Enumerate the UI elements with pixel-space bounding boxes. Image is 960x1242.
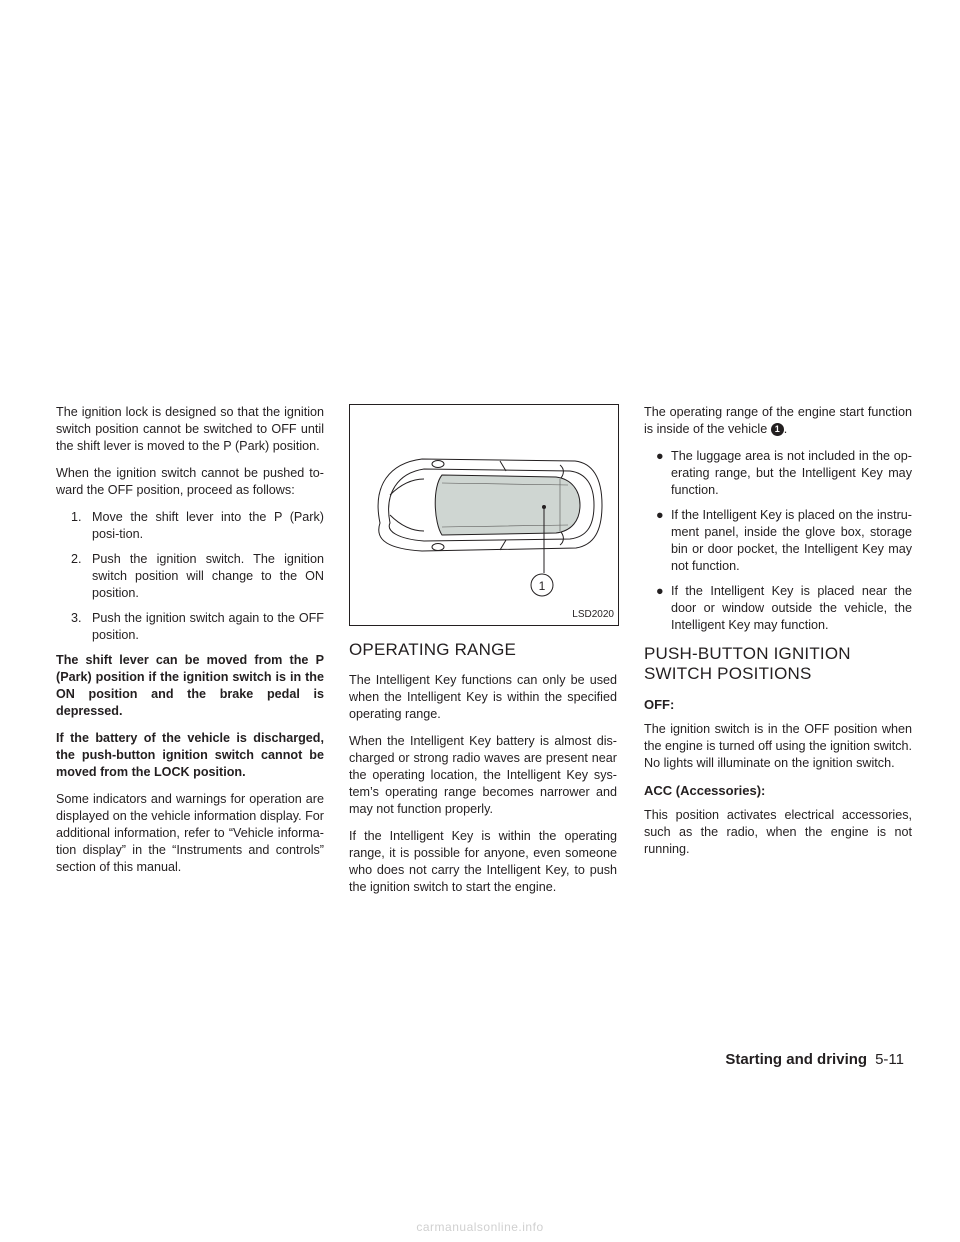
section-heading: PUSH-BUTTON IGNITION SWITCH POSITIONS — [644, 644, 851, 683]
paragraph: If the Intelligent Key is within the operating range, it is possible for anyone, even someone who does not carry the Intelligent Key, to push the ignition switch to start the engine. — [349, 829, 617, 894]
list-item — [56, 551, 324, 602]
sub-heading-off: OFF: — [644, 697, 675, 712]
section-heading: OPERATING RANGE — [349, 640, 517, 659]
step-number: 1. — [71, 510, 82, 524]
intro-text: The operating range of the engine start function is inside of the vehicle — [644, 405, 912, 436]
callout-ref: 1 — [771, 423, 784, 436]
step-text: Move the shift lever into the P (Park) posi-tion. — [92, 510, 324, 541]
intro-end: . — [783, 422, 788, 436]
right-column — [644, 404, 912, 868]
list-item — [56, 509, 324, 543]
paragraph: When the Intelligent Key battery is almost dis-charged or strong radio waves are present near the operating location, the Intelligent Key sys-tem’s operating range becomes narrower and may not function properly. — [349, 734, 617, 816]
step-text: Push the ignition switch again to the OFF position. — [92, 611, 324, 642]
list-item — [644, 448, 912, 499]
sub-heading-acc: ACC (Accessories): — [644, 783, 766, 798]
watermark: carmanualsonline.info — [416, 1220, 544, 1234]
figure-callout-number: 1 — [538, 579, 546, 593]
vehicle-topview-figure — [349, 404, 619, 626]
steps-list — [56, 509, 324, 644]
bullet-list — [644, 448, 912, 634]
car-topview-illustration — [350, 405, 618, 625]
step-number: 2. — [71, 552, 82, 566]
list-item — [644, 583, 912, 634]
paragraph: The ignition lock is designed so that the ignition switch position cannot be switched to OFF until the shift lever is moved to the P (Park) position. — [56, 405, 324, 453]
left-column — [56, 404, 324, 886]
bullet-text: If the Intelligent Key is placed near the door or window outside the vehicle, the Intelligent Key may function. — [671, 584, 912, 632]
paragraph: Some indicators and warnings for operation are displayed on the vehicle information display. For additional information, refer to “Vehicle informa-tion display” in the “Instruments and controls” section of this manual. — [56, 792, 324, 874]
paragraph: The Intelligent Key functions can only be used when the Intelligent Key is within the specified operating range. — [349, 673, 617, 721]
step-number: 3. — [71, 611, 82, 625]
middle-column — [349, 404, 617, 906]
figure-code: LSD2020 — [572, 609, 614, 620]
bullet-icon: ● — [656, 584, 664, 598]
bullet-text: The luggage area is not included in the op-erating range, but the Intelligent Key may function. — [671, 449, 912, 497]
list-item — [56, 610, 324, 644]
bullet-icon: ● — [656, 508, 664, 522]
paragraph: The ignition switch is in the OFF position when the engine is turned off using the ignition switch. No lights will illuminate on the ignition switch. — [644, 722, 912, 770]
paragraph: When the ignition switch cannot be pushed to-ward the OFF position, proceed as follows: — [56, 466, 324, 497]
bullet-icon: ● — [656, 449, 664, 463]
paragraph: This position activates electrical accessories, such as the radio, when the engine is not running. — [644, 808, 912, 856]
step-text: Push the ignition switch. The ignition switch position will change to the ON position. — [92, 552, 324, 600]
footer-section-title: Starting and driving — [725, 1051, 868, 1068]
bullet-text: If the Intelligent Key is placed on the instru-ment panel, inside the glove box, storage bin or door pocket, the Intelligent Key may not function. — [671, 508, 912, 573]
bold-paragraph: If the battery of the vehicle is discharged, the push-button ignition switch cannot be moved from the LOCK position. — [56, 731, 324, 779]
list-item — [644, 507, 912, 575]
page-footer — [725, 1051, 904, 1068]
bold-paragraph: The shift lever can be moved from the P (Park) position if the ignition switch is in the ON position and the brake pedal is depressed. — [56, 653, 324, 718]
paragraph — [644, 404, 912, 438]
page-number: 5-11 — [875, 1051, 904, 1068]
